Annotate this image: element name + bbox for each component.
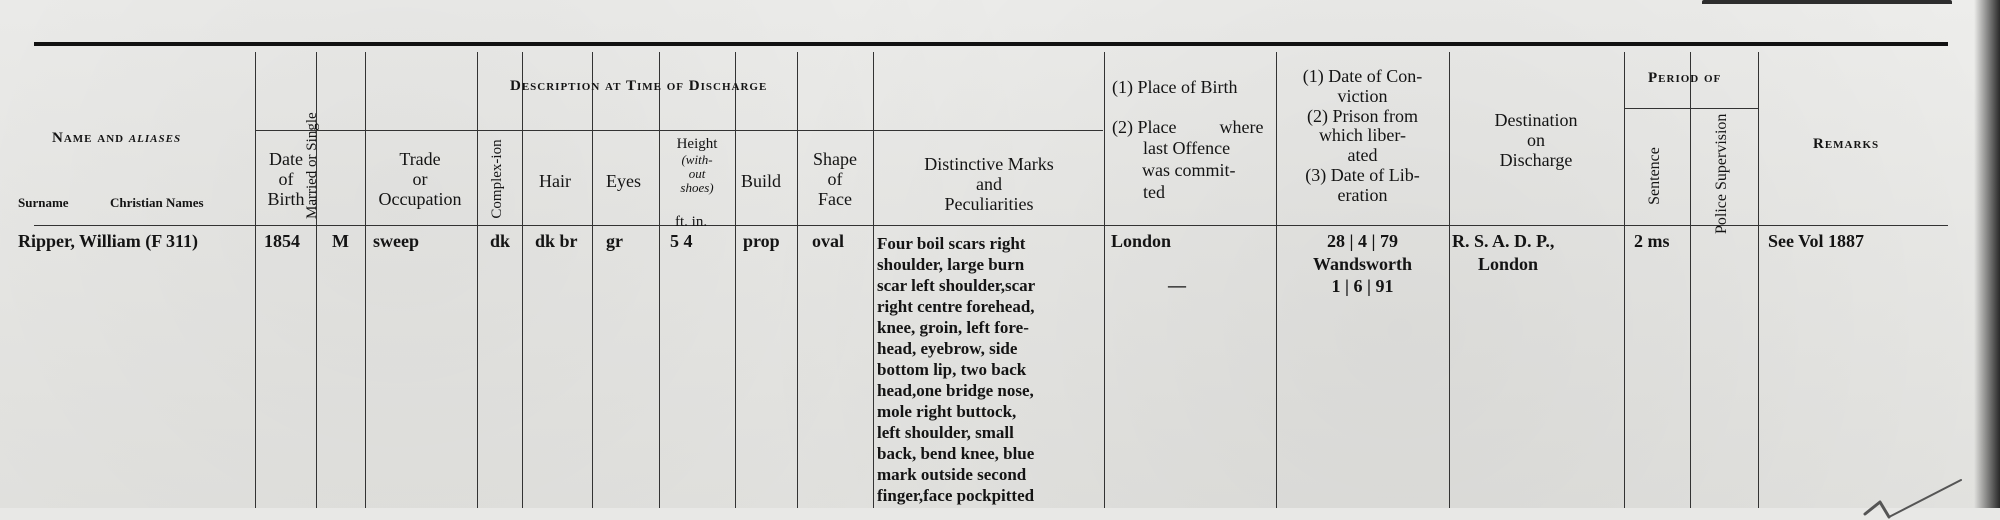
married-or-single-header: Married or Single (304, 112, 320, 219)
distinctive-marks-text: Four boil scars right shoulder, large burn scar left shoulder,scar right centre forehead, knee, groin, left fore- head, eyebrow, side bottom lip, two back head,one bridge nose, mole right buttock, left shoulder, small back, bend knee, blue mark outside second finger,face pockpitted (877, 234, 1036, 505)
column-divider (873, 52, 874, 508)
remarks-header: Remarks (1813, 136, 1880, 152)
surname-label: Surname (18, 195, 69, 210)
place-where-header-3: was commit- (1142, 160, 1236, 180)
record-trade: sweep (373, 231, 419, 251)
record-destination-line-1: R. S. A. D. P., (1452, 231, 1555, 251)
trade-or-occupation-header: Trade or Occupation (378, 149, 462, 209)
record-conviction-date: 28 | 4 | 79 (1327, 231, 1398, 251)
record-name: Ripper, William (F 311) (18, 231, 199, 251)
record-build: prop (743, 231, 780, 251)
record-liberation-date: 1 | 6 | 91 (1331, 276, 1394, 296)
record-place-of-offence: — (1168, 275, 1186, 295)
name-aliases-label: aliases (128, 130, 182, 146)
place-where-header-1: (2) Place where (1112, 117, 1264, 137)
shape-of-face-header: Shape of Face (813, 149, 857, 209)
column-divider (1690, 52, 1691, 508)
record-destination-line-2: London (1478, 254, 1539, 274)
record-height: 5 4 (670, 231, 693, 251)
record-sentence: 2 ms (1634, 231, 1670, 251)
hair-header: Hair (539, 171, 571, 191)
eyes-header: Eyes (606, 171, 641, 191)
record-marital-status: M (332, 231, 349, 251)
column-divider (735, 52, 736, 508)
column-divider (1276, 52, 1277, 508)
record-prison: Wandsworth (1312, 254, 1413, 274)
column-divider (477, 52, 478, 508)
christian-names-label: Christian Names (110, 195, 204, 210)
record-eyes: gr (606, 231, 623, 251)
conviction-header: (1) Date of Con- viction (2) Prison from which liber- ated (3) Date of Lib- eration (1302, 66, 1423, 205)
period-divider (1624, 108, 1758, 109)
distinctive-marks-header: Distinctive Marks and Peculiarities (924, 154, 1054, 214)
height-header: Height (with- out shoes) (676, 136, 718, 196)
complexion-header: Complex-ion (489, 139, 505, 219)
period-of-header: Period of (1648, 70, 1722, 86)
top-rule (34, 42, 1948, 46)
record-remarks: See Vol 1887 (1768, 231, 1865, 251)
record-shape-of-face: oval (812, 231, 845, 251)
page-edge-shadow (1974, 0, 2000, 508)
column-divider (1104, 52, 1105, 508)
height-units: ft. in. (675, 214, 708, 230)
column-divider (1624, 52, 1625, 508)
column-divider (522, 52, 523, 508)
column-divider (1758, 52, 1759, 508)
top-right-mark (1702, 0, 1952, 12)
place-where-header-4: ted (1143, 182, 1165, 202)
column-divider (365, 52, 366, 508)
description-title: Description at Time of Discharge (510, 78, 768, 94)
place-of-birth-header: (1) Place of Birth (1112, 77, 1238, 97)
place-where-header-2: last Offence (1143, 138, 1231, 158)
record-complexion: dk (490, 231, 511, 251)
pencil-check-mark (1858, 470, 1964, 520)
record-date-of-birth: 1854 (264, 231, 300, 251)
column-divider (797, 52, 798, 508)
record-place-of-birth: London (1111, 231, 1172, 251)
police-supervision-header: Police Supervision (1713, 113, 1730, 234)
header-bottom-rule (34, 225, 1948, 226)
column-divider (255, 52, 256, 508)
destination-header: Destination on Discharge (1494, 110, 1578, 170)
sentence-header: Sentence (1646, 147, 1663, 205)
description-divider (255, 130, 1103, 131)
column-divider (592, 52, 593, 508)
date-of-birth-header: Date of Birth (267, 149, 305, 209)
name-label: Name and aliases (52, 130, 182, 146)
build-header: Build (741, 171, 782, 191)
column-divider (659, 52, 660, 508)
record-hair: dk br (535, 231, 578, 251)
